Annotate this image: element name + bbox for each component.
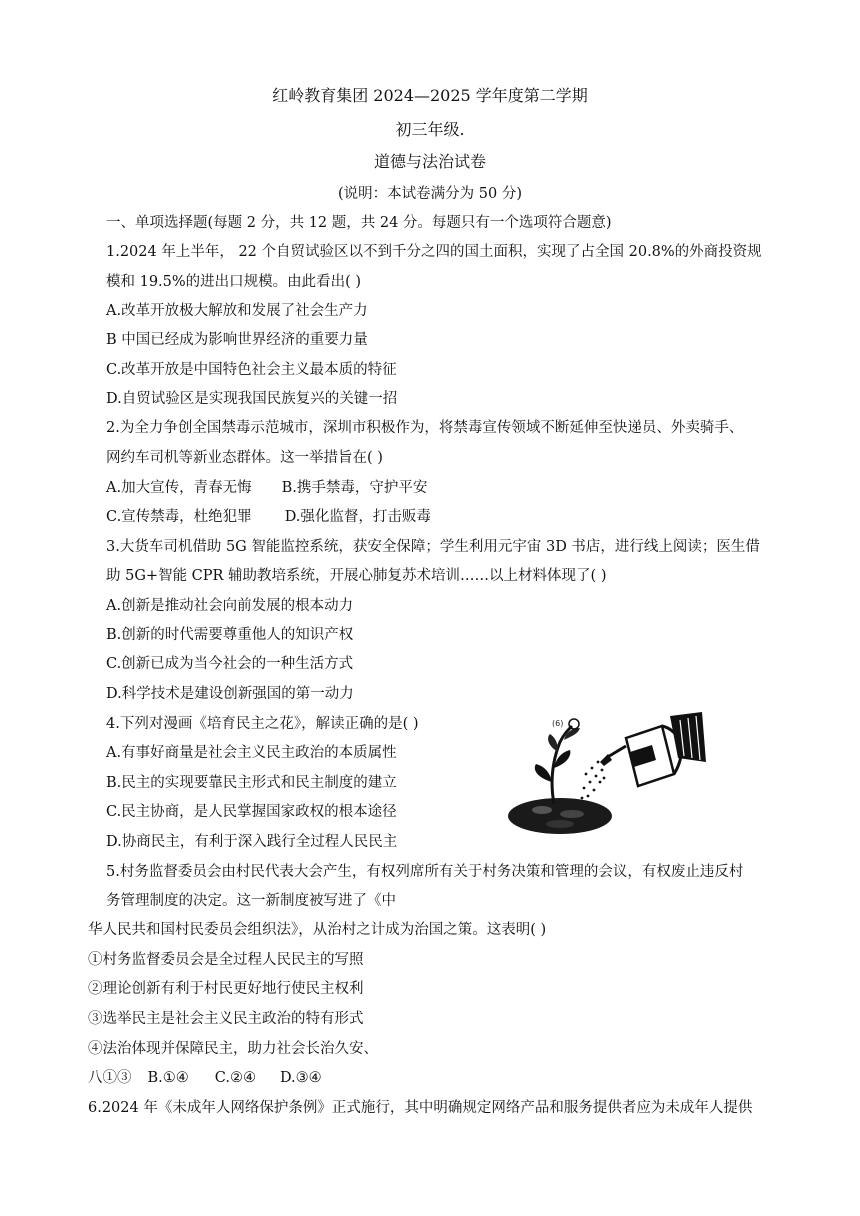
- q3-option-d: D.科学技术是建设创新强国的第一动力: [106, 686, 354, 702]
- q2-option-d: D.强化监督，打击贩毒: [284, 509, 431, 525]
- q1-option-d: D.自贸试验区是实现我国民族复兴的关键一招: [106, 391, 398, 407]
- q5-option-d: D.③④: [279, 1070, 322, 1086]
- q2-option-a: A.加大宣传，青春无悔: [106, 480, 252, 496]
- q3-option-b: B.创新的时代需要尊重他人的知识产权: [106, 627, 354, 643]
- grade-title: 初三年级.: [395, 120, 465, 139]
- q5-options-row: [88, 1068, 322, 1088]
- q5-option-a: 八①③: [88, 1070, 132, 1086]
- q1-option-b: B 中国已经成为影响世界经济的重要力量: [106, 332, 368, 348]
- q2-option-c: C.宣传禁毒，杜绝犯罪: [106, 509, 252, 525]
- q2-option-b: B.携手禁毒，守护平安: [281, 480, 428, 496]
- q3-option-a: A.创新是推动社会向前发展的根本动力: [106, 598, 354, 614]
- q5-item-4: ④法治体现并保障民主，助力社会长治久安、: [88, 1041, 378, 1057]
- q3-stem-line1: 3.大货车司机借助 5G 智能监控系统，获安全保障；学生利用元宇宙 3D 书店，进行线上阅读；医生借: [106, 539, 760, 555]
- q4-option-d: D.协商民主，有利于深入践行全过程人民民主: [106, 834, 398, 850]
- section-heading: 一、单项选择题(每题 2 分，共 12 题，共 24 分。每题只有一个选项符合题意): [106, 215, 612, 231]
- school-term-title: 红岭教育集团 2024—2025 学年度第二学期: [272, 86, 588, 105]
- q4-option-a: A.有事好商量是社会主义民主政治的本质属性: [106, 745, 397, 761]
- q5-option-c: C.②④: [214, 1070, 256, 1086]
- q2-stem-line1: 2.为全力争创全国禁毒示范城市，深圳市积极作为，将禁毒宣传领域不断延伸至快递员、外卖骑手、: [106, 420, 744, 436]
- q5-stem-line2: 务管理制度的决定。这一新制度被写进了《中: [106, 893, 396, 909]
- q5-stem-line1: 5.村务监督委员会由村民代表大会产生，有权列席所有关于村务决策和管理的会议，有权废止违反村: [106, 864, 744, 880]
- q4-stem: 4.下列对漫画《培育民主之花》，解读正确的是( ): [106, 716, 419, 732]
- q3-stem-line2: 助 5G+智能 CPR 辅助教培系统，开展心肺复苏术培训……以上材料体现了( ): [106, 568, 607, 584]
- q3-option-c: C.创新已成为当今社会的一种生活方式: [106, 656, 354, 672]
- q2-stem-line2: 网约车司机等新业态群体。这一举措旨在( ): [106, 450, 383, 466]
- q4-option-c: C.民主协商，是人民掌握国家政权的根本途径: [106, 804, 397, 820]
- q1-stem-line1: 1.2024 年上半年， 22 个自贸试验区以不到千分之四的国土面积，实现了占全国 20.8%的外商投资规: [106, 244, 762, 260]
- q5-item-2: ②理论创新有利于村民更好地行使民主权利: [88, 981, 364, 997]
- q2-options-row2: [106, 507, 431, 527]
- q1-stem-line2: 模和 19.5%的进出口规模。由此看出( ): [106, 274, 362, 290]
- q1-option-a: A.改革开放极大解放和发展了社会生产力: [106, 303, 368, 319]
- q6-stem-line1: 6.2024 年《未成年人网络保护条例》正式施行，其中明确规定网络产品和服务提供者应为未成年人提供: [88, 1100, 753, 1116]
- q5-stem-line3: 华人民共和国村民委员会组织法》，从治村之计成为治国之策。这表明( ): [88, 922, 547, 938]
- q5-item-3: ③选举民主是社会主义民主政治的特有形式: [88, 1011, 364, 1027]
- q2-options-row1: [106, 478, 427, 498]
- q1-option-c: C.改革开放是中国特色社会主义最本质的特征: [106, 362, 397, 378]
- q4-option-b: B.民主的实现要靠民主形式和民主制度的建立: [106, 775, 397, 791]
- q5-option-b: B.①④: [147, 1070, 189, 1086]
- democracy-flower-cartoon: [502, 712, 708, 842]
- exam-note: (说明：本试卷满分为 50 分): [338, 186, 522, 202]
- cartoon-label: (6): [552, 719, 564, 728]
- q5-item-1: ①村务监督委员会是全过程人民民主的写照: [88, 952, 364, 968]
- subject-title: 道德与法治试卷: [373, 152, 486, 171]
